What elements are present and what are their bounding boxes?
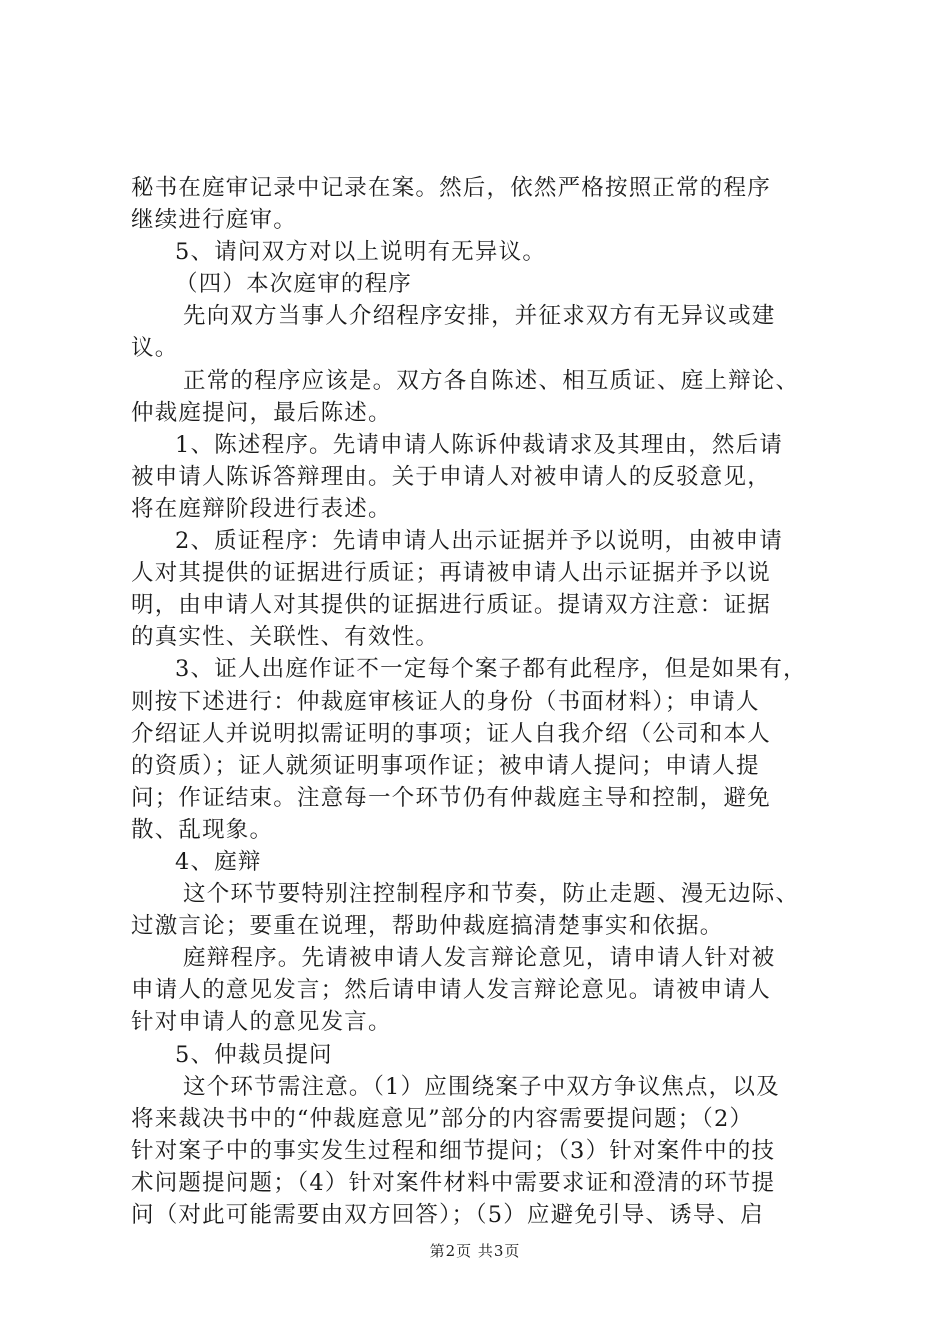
body-line: 针对案子中的事实发生过程和细节提问；（3）针对案件中的技: [131, 1137, 776, 1164]
page-footer: [0, 1240, 950, 1261]
body-line: 介绍证人并说明拟需证明的事项；证人自我介绍（公司和本人: [131, 720, 771, 747]
body-line: 问（对此可能需要由双方回答）；（5）应避免引导、诱导、启: [131, 1202, 764, 1228]
body-line: 庭辩程序。先请被申请人发言辩论意见，请申请人针对被: [183, 945, 776, 972]
body-line: 人对其提供的证据进行质证；再请被申请人出示证据并予以说: [131, 560, 771, 587]
body-line: 针对申请人的意见发言。: [131, 1009, 392, 1036]
section-heading: （四）本次庭审的程序: [175, 271, 413, 298]
body-line: 的资质）；证人就须证明事项作证；被申请人提问；申请人提: [131, 752, 760, 779]
body-line: 过激言论；要重在说理，帮助仲裁庭搞清楚事实和依据。: [131, 913, 724, 940]
body-line: 将来裁决书中的“仲裁庭意见”部分的内容需要提问题；（2）: [131, 1105, 754, 1132]
body-line: 3、证人出庭作证不一定每个案子都有此程序，但是如果有，: [175, 656, 807, 683]
body-line: 正常的程序应该是。双方各自陈述、相互质证、庭上辩论、: [183, 367, 800, 394]
document-body: [131, 172, 831, 1231]
body-line: 仲裁庭提问，最后陈述。: [131, 399, 392, 426]
body-line: 申请人的意见发言；然后请申请人发言辩论意见。请被申请人: [131, 977, 771, 1004]
body-line: 继续进行庭审。: [131, 207, 297, 234]
body-line: 问；作证结束。注意每一个环节仍有仲裁庭主导和控制，避免: [131, 784, 771, 811]
body-line: 将在庭辩阶段进行表述。: [131, 495, 392, 522]
body-line: 先向双方当事人介绍程序安排，并征求双方有无异议或建: [183, 303, 776, 330]
body-line: 明，由申请人对其提供的证据进行质证。提请双方注意：证据: [131, 592, 771, 619]
body-line: 秘书在庭审记录中记录在案。然后，依然严格按照正常的程序: [131, 175, 771, 201]
body-line: 2、质证程序：先请申请人出示证据并予以说明，由被申请: [175, 528, 784, 555]
body-line: 散、乱现象。: [131, 816, 274, 843]
body-line: 5、请问双方对以上说明有无异议。: [175, 239, 547, 266]
section-heading: 4、庭辩: [175, 848, 262, 875]
section-heading: 5、仲裁员提问: [175, 1041, 333, 1068]
body-line: 1、陈述程序。先请申请人陈诉仲裁请求及其理由，然后请: [175, 431, 784, 458]
body-line: 术问题提问题；（4）针对案件材料中需要求证和澄清的环节提: [131, 1169, 776, 1196]
body-line: 的真实性、关联性、有效性。: [131, 624, 440, 651]
body-line: 这个环节要特别注控制程序和节奏，防止走题、漫无边际、: [183, 881, 800, 908]
body-line: 这个环节需注意。（1）应围绕案子中双方争议焦点，以及: [183, 1073, 780, 1100]
body-line: 则按下述进行：仲裁庭审核证人的身份（书面材料）；申请人: [131, 688, 760, 715]
body-line: 被申请人陈诉答辩理由。关于申请人对被申请人的反驳意见，: [131, 463, 771, 490]
body-line: 议。: [131, 335, 179, 362]
page-number-indicator: 第2页 共3页: [429, 1242, 521, 1260]
